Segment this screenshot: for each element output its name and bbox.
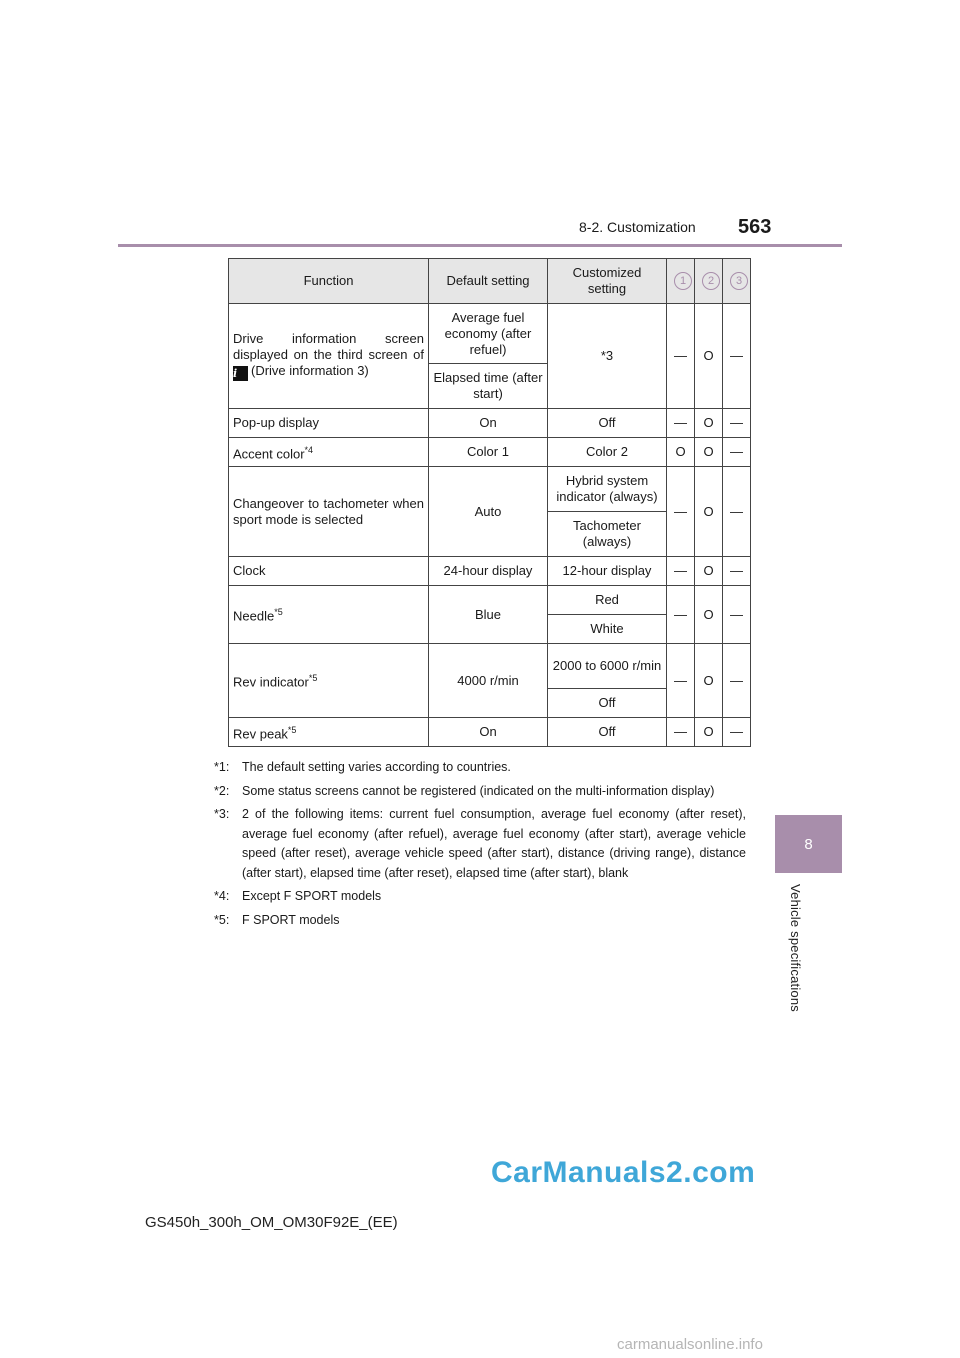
watermark-url: carmanualsonline.info (617, 1336, 763, 1353)
cell-default: On (429, 718, 548, 747)
cell-default: Elapsed time (after start) (429, 364, 548, 409)
cell-col1: — (667, 718, 695, 747)
cell-function: Needle$^{*5}$ (229, 586, 429, 644)
header-function: Function (229, 259, 429, 304)
cell-customized: 12-hour display (548, 557, 667, 586)
table-row (229, 644, 751, 689)
table-row (229, 557, 751, 586)
cell-customized: Red (548, 586, 667, 615)
cell-col2: O (695, 644, 723, 718)
table-row (229, 304, 751, 364)
info-icon: i (233, 366, 248, 381)
cell-customized: White (548, 615, 667, 644)
header-col2 (695, 259, 723, 304)
customization-table (228, 258, 751, 747)
cell-default: On (429, 409, 548, 438)
cell-customized: Off (548, 409, 667, 438)
cell-customized: Off (548, 689, 667, 718)
cell-col3: — (723, 409, 751, 438)
footnotes (214, 758, 746, 934)
cell-customized: Tachometer (always) (548, 512, 667, 557)
cell-col2: O (695, 718, 723, 747)
cell-default: Blue (429, 586, 548, 644)
cell-function: Rev peak$^{*5}$ (229, 718, 429, 747)
table-row (229, 718, 751, 747)
cell-default: Color 1 (429, 438, 548, 467)
cell-customized: 2000 to 6000 r/min (548, 644, 667, 689)
cell-function: Accent color$^{*4}$ (229, 438, 429, 467)
footnote: *3: 2 of the following items: current fuel consumption, average fuel economy (after reset), average fuel economy (after refuel), average fuel economy (after start), average vehicle speed (after reset), average vehicle speed (after start), distance (driving range), distance (after start), elapsed time (after reset), elapsed time (after start), blank (214, 807, 746, 880)
footnote: *4: Except F SPORT models (214, 889, 382, 903)
numbered-circle-2: 2 (702, 272, 720, 290)
table-row (229, 586, 751, 615)
cell-function: Clock (229, 557, 429, 586)
cell-col3: — (723, 304, 751, 409)
cell-col1: — (667, 304, 695, 409)
cell-default: 24-hour display (429, 557, 548, 586)
page-number: 563 (738, 216, 772, 238)
header-col3 (723, 259, 751, 304)
cell-col2: O (695, 304, 723, 409)
table-row (229, 409, 751, 438)
table-header-row (229, 259, 751, 304)
cell-col3: — (723, 586, 751, 644)
header-rule (118, 244, 842, 247)
cell-col2: O (695, 438, 723, 467)
chapter-tab[interactable]: 8 (775, 815, 842, 873)
cell-col3: — (723, 438, 751, 467)
document-code: GS450h_300h_OM_OM30F92E_(EE) (145, 1214, 398, 1231)
cell-col2: O (695, 586, 723, 644)
cell-col3: — (723, 467, 751, 557)
footnote: *1: The default setting varies according to countries. (214, 760, 511, 774)
cell-col1: — (667, 644, 695, 718)
cell-col1: — (667, 467, 695, 557)
cell-col2: O (695, 557, 723, 586)
cell-col3: — (723, 644, 751, 718)
header-customized: Customized setting (548, 259, 667, 304)
watermark-logo: CarManuals2.com (491, 1156, 756, 1189)
numbered-circle-1: 1 (674, 272, 692, 290)
numbered-circle-3: 3 (730, 272, 748, 290)
cell-function: Rev indicator$^{*5}$ (229, 644, 429, 718)
cell-default: Auto (429, 467, 548, 557)
header-col1 (667, 259, 695, 304)
cell-col3: — (723, 557, 751, 586)
chapter-title: Vehicle specifications (788, 884, 803, 1012)
cell-default: Average fuel economy (after refuel) (429, 304, 548, 364)
header-section: 8-2. Customization (579, 219, 696, 235)
cell-col1: O (667, 438, 695, 467)
cell-customized: *3 (548, 304, 667, 409)
cell-default: 4000 r/min (429, 644, 548, 718)
cell-function: Drive information screen displayed on the third screen of i (Drive information 3) (229, 304, 429, 409)
cell-customized: Color 2 (548, 438, 667, 467)
cell-function: Changeover to tachometer when sport mode is selected (229, 467, 429, 557)
table-row (229, 467, 751, 512)
table-row (229, 438, 751, 467)
footnote: *2: Some status screens cannot be registered (indicated on the multi-information display) (214, 783, 715, 798)
cell-col1: — (667, 557, 695, 586)
cell-col1: — (667, 409, 695, 438)
cell-col1: — (667, 586, 695, 644)
cell-col3: — (723, 718, 751, 747)
cell-customized: Hybrid system indicator (always) (548, 467, 667, 512)
cell-col2: O (695, 467, 723, 557)
header-default: Default setting (429, 259, 548, 304)
cell-function: Pop-up display (229, 409, 429, 438)
cell-customized: Off (548, 718, 667, 747)
cell-col2: O (695, 409, 723, 438)
footnote: *5: F SPORT models (214, 912, 340, 927)
